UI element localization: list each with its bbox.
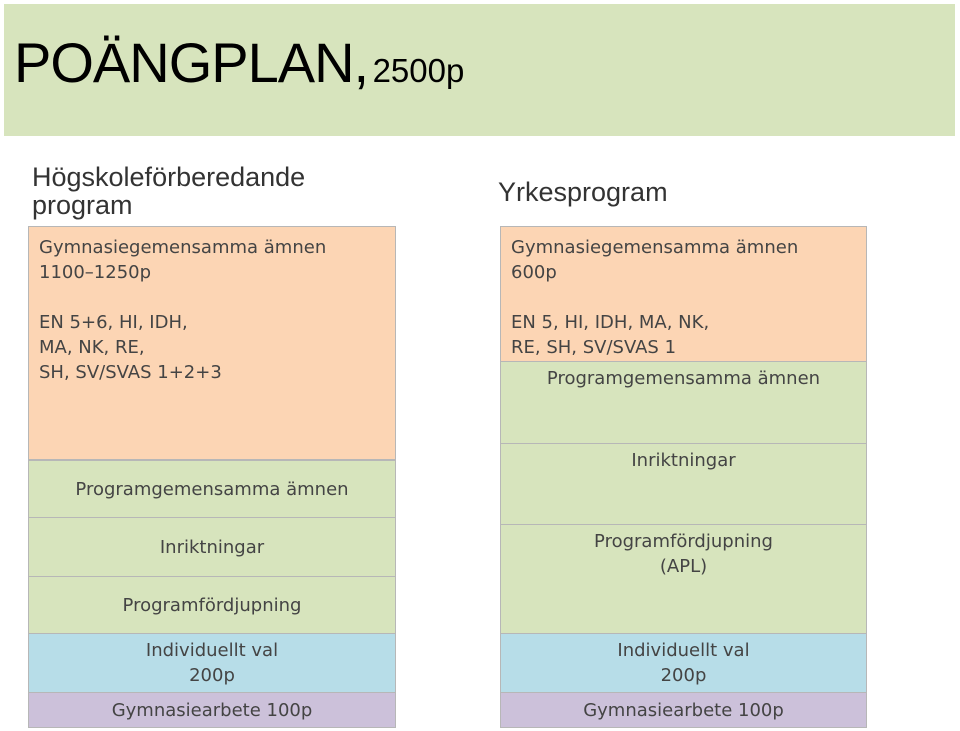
- right-program-common-label: Programgemensamma ämnen: [546, 368, 821, 389]
- right-specialization-label: Programfördjupning: [594, 531, 773, 552]
- right-project-box: [500, 692, 867, 728]
- right-subjects-line1: EN 5, HI, IDH, MA, NK,: [511, 312, 710, 333]
- left-common-points: 1100–1250p: [39, 262, 152, 283]
- left-project-box: [28, 692, 396, 728]
- left-common-label: Gymnasiegemensamma ämnen: [39, 237, 327, 258]
- right-specialization-sub: (APL): [659, 556, 708, 577]
- right-program-common-box: [500, 361, 867, 444]
- left-subjects-line3: SH, SV/SVAS 1+2+3: [39, 362, 222, 383]
- left-project-label: Gymnasiearbete 100p: [111, 699, 313, 721]
- left-subjects-line2: MA, NK, RE,: [39, 337, 145, 358]
- left-specialization-label: Programfördjupning: [122, 594, 302, 616]
- left-individual-label: Individuellt val: [145, 640, 279, 661]
- page-title: [14, 30, 464, 95]
- left-common-subjects-box: [28, 226, 396, 460]
- right-subjects-line2: RE, SH, SV/SVAS 1: [511, 337, 677, 358]
- title-main: POÄNGPLAN,: [14, 31, 369, 94]
- right-individual-points: 200p: [660, 665, 707, 686]
- left-individual-points: 200p: [189, 665, 235, 686]
- left-specialization-box: [28, 576, 396, 634]
- left-column-heading: [32, 163, 392, 219]
- right-common-subjects-box: [500, 226, 867, 362]
- left-orientations-box: [28, 517, 396, 577]
- left-heading-line1: Högskoleförberedande: [32, 162, 306, 192]
- left-individual-box: [28, 633, 396, 693]
- right-individual-label: Individuellt val: [617, 640, 750, 661]
- right-common-label: Gymnasiegemensamma ämnen: [511, 237, 799, 258]
- right-common-points: 600p: [511, 262, 557, 283]
- right-specialization-box: [500, 524, 867, 634]
- right-orientations-label: Inriktningar: [631, 450, 736, 471]
- title-points: 2500p: [372, 52, 465, 89]
- left-program-common-label: Programgemensamma ämnen: [75, 478, 349, 500]
- right-project-label: Gymnasiearbete 100p: [583, 699, 784, 721]
- left-subjects-line1: EN 5+6, HI, IDH,: [39, 312, 188, 333]
- left-orientations-label: Inriktningar: [159, 536, 265, 558]
- left-program-common-box: [28, 460, 396, 518]
- right-orientations-box: [500, 443, 867, 525]
- left-heading-line2: program: [32, 190, 133, 220]
- right-individual-box: [500, 633, 867, 693]
- right-column-heading: Yrkesprogram: [498, 177, 668, 207]
